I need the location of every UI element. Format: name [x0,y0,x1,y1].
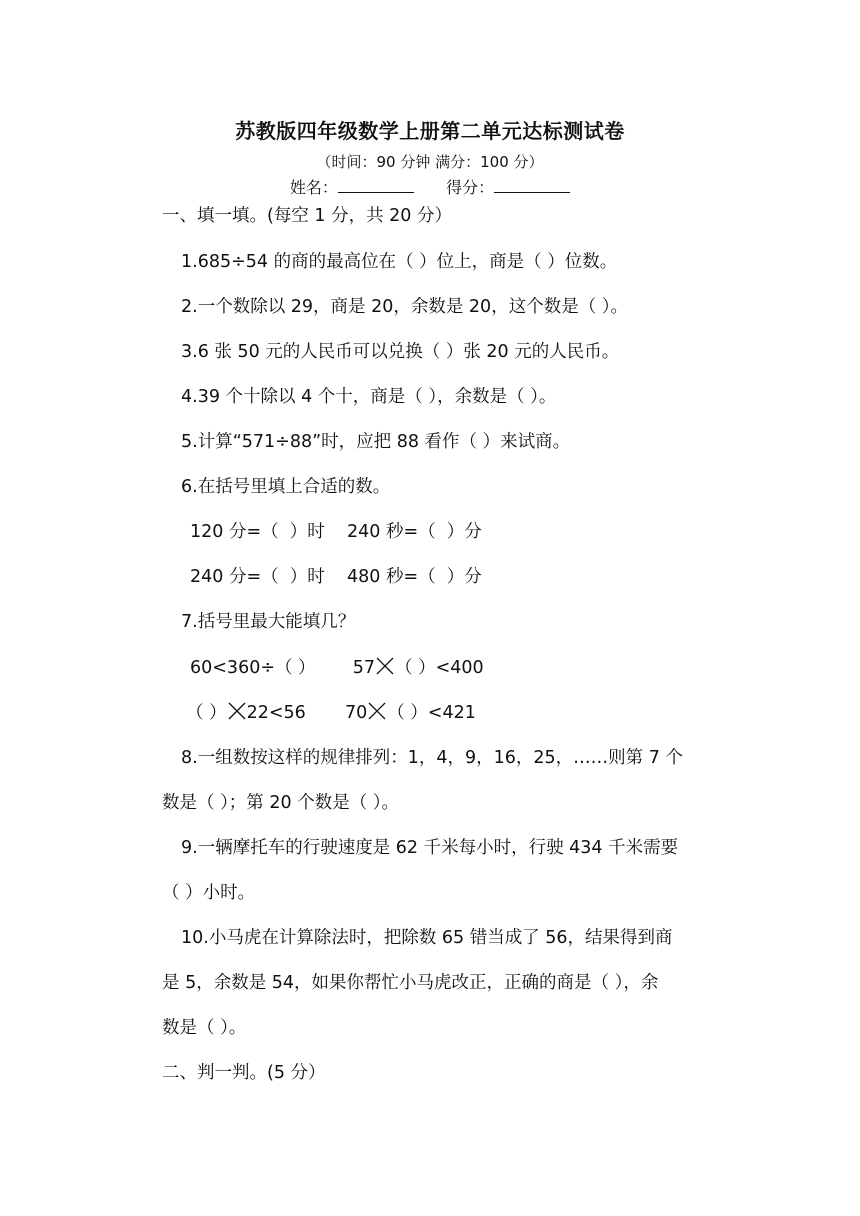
question-10-line-1: 10.小马虎在计算除法时，把除数 65 错当成了 56，结果得到商 [181,928,673,948]
question-8-line-2: 数是（ ）；第 20 个数是（ ）。 [162,793,400,813]
name-label: 姓名： [289,178,338,197]
page-title: 苏教版四年级数学上册第二单元达标测试卷 [235,119,625,143]
cross-multiply-icon [227,701,247,721]
time-score-info: （时间：90 分钟 满分：100 分） [316,153,544,171]
question-7-row-2 [186,701,476,725]
section-heading-fill: 一、填一填。(每空 1 分，共 20 分） [162,206,452,226]
question-6: 6.在括号里填上合适的数。 [181,477,391,497]
q7-item-d-left: 70 [344,703,368,723]
section-heading-judge: 二、判一判。(5 分） [162,1063,326,1083]
name-score-bar [0,175,860,198]
question-8-line-1: 8.一组数按这样的规律排列：1，4，9，16，25，……则第 7 个 [181,748,683,768]
question-6-row-2: 240 分=（ ）时 480 秒=（ ）分 [190,567,482,587]
question-10-line-2: 是 5，余数是 54，如果你帮忙小马虎改正，正确的商是（ ），余 [162,973,659,993]
q7-item-a: 60<360÷（ ） [190,658,316,678]
q7-item-b-right: （ ）<400 [395,658,484,678]
question-10-line-3: 数是（ ）。 [162,1018,247,1038]
question-5: 5.计算“571÷88”时，应把 88 看作（ ）来试商。 [181,432,571,452]
question-1: 1.685÷54 的商的最高位在（ ）位上，商是（ ）位数。 [181,252,618,272]
question-6-row-1: 120 分=（ ）时 240 秒=（ ）分 [190,522,482,542]
question-9-line-2: （ ）小时。 [162,883,256,903]
question-2: 2.一个数除以 29，商是 20，余数是 20，这个数是（ ）。 [181,297,629,317]
name-blank[interactable] [338,178,414,193]
cross-multiply-icon [375,656,395,676]
question-4: 4.39 个十除以 4 个十，商是（ ），余数是（ ）。 [181,387,557,407]
question-9-line-1: 9.一辆摩托车的行驶速度是 62 千米每小时，行驶 434 千米需要 [181,838,679,858]
q7-item-b-left: 57 [352,658,375,678]
score-label: 得分： [446,178,495,197]
cross-multiply-icon [367,701,387,721]
question-7-row-1 [190,656,484,680]
question-7: 7.括号里最大能填几？ [181,612,356,632]
q7-item-c-left: （ ） [186,703,227,723]
score-blank[interactable] [494,178,570,193]
q7-item-c-right: 22<56 [246,703,306,723]
q7-item-d-right: （ ）<421 [387,703,476,723]
question-3: 3.6 张 50 元的人民币可以兑换（ ）张 20 元的人民币。 [181,342,620,362]
